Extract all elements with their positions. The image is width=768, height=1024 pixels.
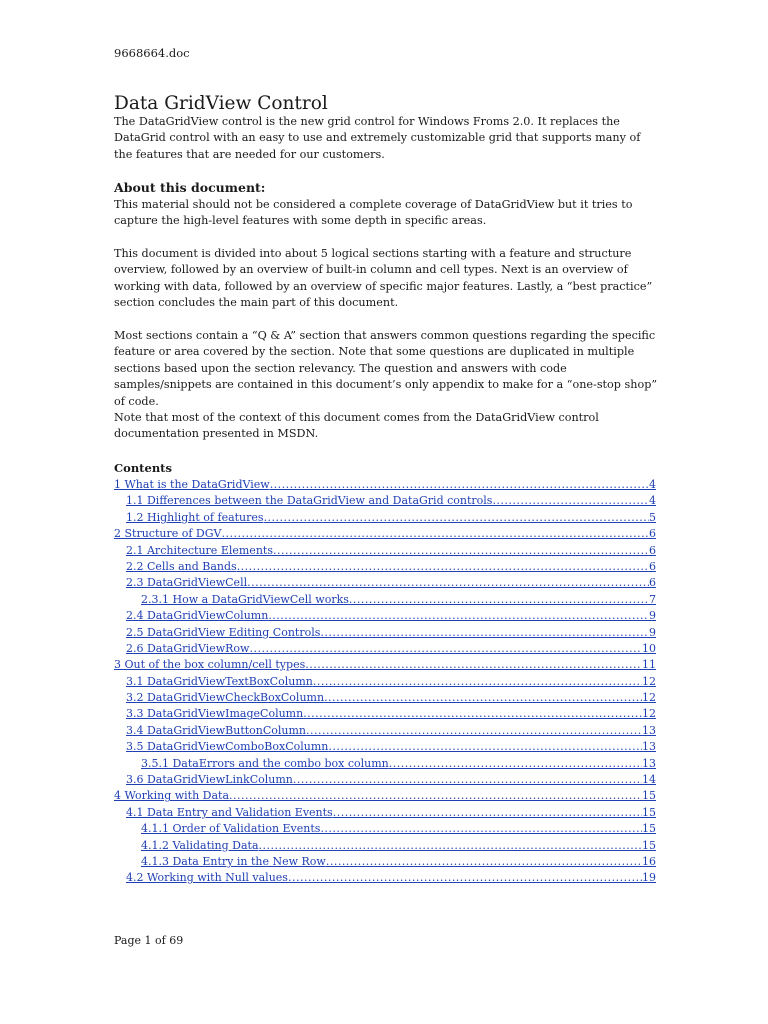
toc-entry-link[interactable] <box>114 723 656 739</box>
toc-entry-page: 12 <box>642 707 656 721</box>
toc-dot-leader <box>293 772 642 788</box>
toc-entry-label: 4.1.1 Order of Validation Events <box>141 822 321 836</box>
toc-dot-leader <box>264 510 649 526</box>
toc-entry-label: 2.3 DataGridViewCell <box>126 576 248 590</box>
toc-dot-leader <box>270 477 649 493</box>
toc-entry-link[interactable] <box>114 592 656 608</box>
toc-entry-label: 2 Structure of DGV <box>114 527 222 541</box>
toc-entry-label: 4.2 Working with Null values <box>126 871 288 885</box>
about-paragraph-4 <box>114 410 659 443</box>
toc-entry-label: 3 Out of the box column/cell types <box>114 658 306 672</box>
toc-dot-leader <box>320 625 649 641</box>
toc-heading: Contents <box>114 461 172 475</box>
toc-entry-page: 15 <box>642 822 656 836</box>
toc-entry-label: 3.2 DataGridViewCheckBoxColumn <box>126 691 325 705</box>
toc-entry-link[interactable] <box>114 510 656 526</box>
toc-dot-leader <box>305 657 642 673</box>
toc-entry-page: 12 <box>642 674 656 688</box>
about-text-4: Note that most of the context of this document comes from the DataGridView control documentation presented in MSDN. <box>114 411 599 441</box>
toc-entry-link[interactable] <box>114 674 656 690</box>
toc-entry-label: 2.5 DataGridView Editing Controls <box>126 625 321 639</box>
toc-entry-link[interactable] <box>114 608 656 624</box>
toc-entry-label: 1 What is the DataGridView <box>114 478 270 491</box>
toc-entry-page: 15 <box>642 838 656 852</box>
toc-entry-link[interactable] <box>114 838 656 854</box>
toc-dot-leader <box>303 706 642 722</box>
toc-entry-page: 16 <box>642 854 656 868</box>
toc-entry-label: 3.5 DataGridViewComboBoxColumn <box>126 740 329 754</box>
toc-entry-page: 12 <box>642 691 656 705</box>
toc-entry-page: 10 <box>642 641 656 655</box>
about-paragraph-3 <box>114 328 659 410</box>
toc-entry-link[interactable] <box>114 772 656 788</box>
toc-entry-link[interactable] <box>114 625 656 641</box>
about-heading: About this document: <box>114 180 266 195</box>
toc-entry-link[interactable] <box>114 854 656 870</box>
intro-text: The DataGridView control is the new grid control for Windows Froms 2.0. It replaces the DataGrid control with an easy to use and extremely customizable grid that supports many of the features that are needed for our customers. <box>114 115 641 161</box>
toc-dot-leader <box>229 788 642 804</box>
toc-entry-link[interactable] <box>114 870 656 886</box>
about-paragraph-1 <box>114 197 659 230</box>
about-text-3: Most sections contain a “Q & A” section that answers common questions regarding the specific feature or area covered by the section. Note that some questions are duplicated in multiple sections based upon the section relevancy. The question and answers with code samples/snippets are contained in this document’s only appendix to make for a “one-stop shop” of code. <box>114 329 658 408</box>
toc-entry-link[interactable] <box>114 526 656 542</box>
toc-entry-label: 1.2 Highlight of features <box>126 510 264 524</box>
toc-entry-page: 19 <box>642 871 656 885</box>
toc-dot-leader <box>313 674 642 690</box>
document-filename: 9668664.doc <box>114 46 190 60</box>
toc-entry-page: 11 <box>642 658 656 672</box>
toc-entry-page: 5 <box>649 510 656 524</box>
toc-entry-label: 3.1 DataGridViewTextBoxColumn <box>126 674 313 688</box>
toc-dot-leader <box>349 592 649 608</box>
toc-entry-link[interactable] <box>114 559 656 575</box>
toc-entry-page: 13 <box>642 740 656 754</box>
toc-dot-leader <box>492 493 649 509</box>
toc-entry-label: 3.3 DataGridViewImageColumn <box>126 707 304 721</box>
toc-entry-link[interactable] <box>114 493 656 509</box>
table-of-contents <box>114 477 656 887</box>
document-title: Data GridView Control <box>114 93 328 114</box>
toc-dot-leader <box>324 690 642 706</box>
toc-dot-leader <box>237 559 649 575</box>
toc-entry-page: 4 <box>649 494 656 508</box>
about-text-2: This document is divided into about 5 logical sections starting with a feature and structure overview, followed by an overview of built-in column and cell types. Next is an overview of working with data, followed by an overview of specific major features. Lastly, a “best practice” section concludes the main part of this document. <box>114 247 653 310</box>
toc-entry-page: 6 <box>649 559 656 573</box>
toc-entry-page: 15 <box>642 789 656 803</box>
toc-entry-page: 13 <box>642 723 656 737</box>
toc-entry-page: 7 <box>649 592 656 606</box>
toc-dot-leader <box>247 575 649 591</box>
toc-entry-label: 2.1 Architecture Elements <box>126 543 273 557</box>
toc-entry-link[interactable] <box>114 543 656 559</box>
toc-entry-label: 2.4 DataGridViewColumn <box>126 609 269 623</box>
toc-entry-label: 1.1 Differences between the DataGridView and DataGrid controls <box>126 494 493 508</box>
toc-entry-label: 3.4 DataGridViewButtonColumn <box>126 723 307 737</box>
toc-dot-leader <box>268 608 649 624</box>
toc-entry-label: 2.6 DataGridViewRow <box>126 641 250 655</box>
toc-entry-page: 9 <box>649 625 656 639</box>
toc-dot-leader <box>221 526 649 542</box>
toc-dot-leader <box>333 805 642 821</box>
about-text-1: This material should not be considered a complete coverage of DataGridView but it tries to capture the high-level features with some depth in specific areas. <box>114 198 633 228</box>
toc-entry-page: 6 <box>649 527 656 541</box>
toc-entry-link[interactable] <box>114 805 656 821</box>
toc-entry-link[interactable] <box>114 657 656 673</box>
toc-entry-link[interactable] <box>114 821 656 837</box>
toc-entry-label: 3.6 DataGridViewLinkColumn <box>126 773 293 787</box>
toc-entry-page: 6 <box>649 576 656 590</box>
toc-entry-label: 4.1.2 Validating Data <box>141 838 259 852</box>
toc-entry-link[interactable] <box>114 641 656 657</box>
toc-dot-leader <box>273 543 649 559</box>
toc-dot-leader <box>259 838 642 854</box>
toc-entry-link[interactable] <box>114 756 656 772</box>
toc-dot-leader <box>389 756 642 772</box>
toc-entry-label: 2.3.1 How a DataGridViewCell works <box>141 592 349 606</box>
toc-entry-label: 4.1 Data Entry and Validation Events <box>126 805 333 819</box>
toc-dot-leader <box>249 641 642 657</box>
toc-dot-leader <box>288 870 642 886</box>
toc-entry-link[interactable] <box>114 690 656 706</box>
toc-dot-leader <box>306 723 642 739</box>
toc-entry-link[interactable] <box>114 788 656 804</box>
toc-dot-leader <box>328 739 642 755</box>
toc-entry-page: 15 <box>642 805 656 819</box>
toc-entry-page: 13 <box>642 756 656 770</box>
page-number-footer: Page 1 of 69 <box>114 934 184 947</box>
toc-entry-page: 4 <box>649 478 656 491</box>
toc-dot-leader <box>320 821 642 837</box>
toc-entry-label: 4.1.3 Data Entry in the New Row <box>141 854 326 868</box>
toc-entry-page: 9 <box>649 609 656 623</box>
toc-entry-label: 4 Working with Data <box>114 789 230 803</box>
toc-entry-page: 6 <box>649 543 656 557</box>
toc-entry-label: 3.5.1 DataErrors and the combo box column <box>141 756 389 770</box>
toc-dot-leader <box>326 854 642 870</box>
about-paragraph-2 <box>114 246 659 312</box>
toc-entry-label: 2.2 Cells and Bands <box>126 559 237 573</box>
toc-entry-link[interactable] <box>114 739 656 755</box>
toc-entry-link[interactable] <box>114 575 656 591</box>
toc-entry-link[interactable] <box>114 706 656 722</box>
toc-entry-page: 14 <box>642 773 656 787</box>
toc-entry-link[interactable] <box>114 477 656 493</box>
intro-paragraph <box>114 114 659 163</box>
